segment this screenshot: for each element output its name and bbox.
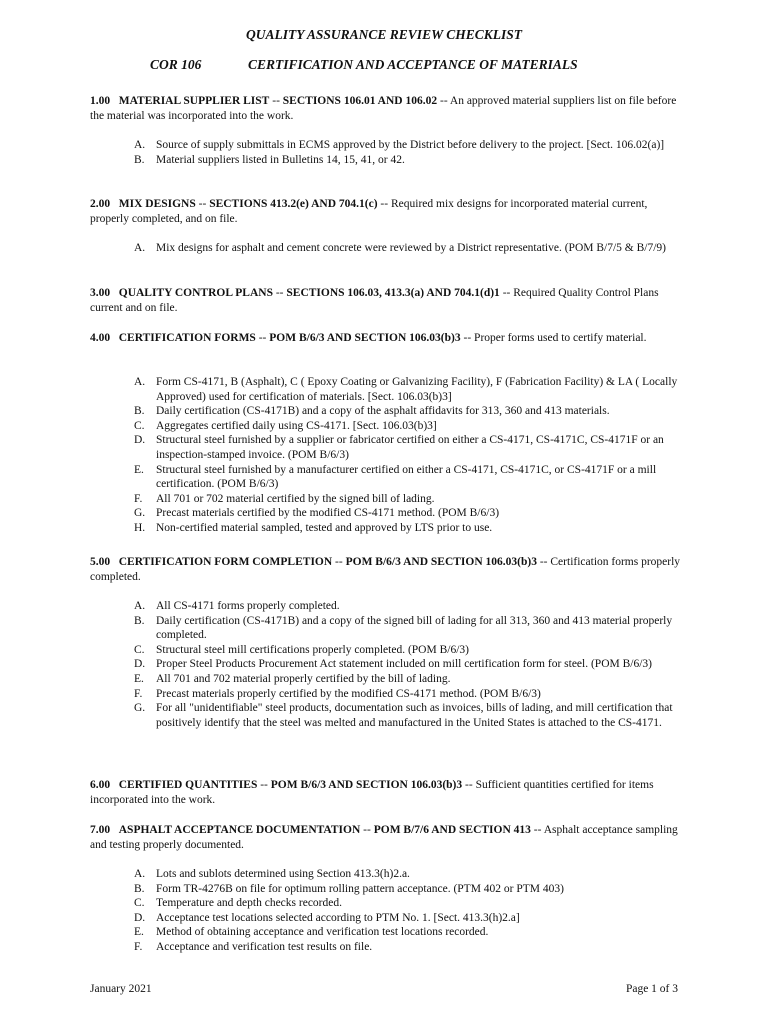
list-item: F. Acceptance and verification test results on file.	[134, 940, 373, 953]
list-item: A. Lots and sublots determined using Section 413.3(h)2.a.	[134, 868, 410, 880]
page-title: QUALITY ASSURANCE REVIEW CHECKLIST	[246, 27, 522, 42]
section-number: 4.00	[90, 332, 111, 344]
list-item: A. All CS-4171 forms properly completed.	[134, 600, 340, 612]
list-item: E. All 701 and 702 material properly certified by the bill of lading.	[134, 672, 451, 685]
section-reference: POM B/6/3 AND SECTION 106.03(b)3	[345, 556, 537, 568]
section-title: CERTIFICATION FORM COMPLETION	[118, 556, 333, 568]
item-list	[134, 599, 682, 730]
section-heading: 3.00 QUALITY CONTROL PLANS -- SECTIONS 106.03, 413.3(a) AND 704.1(d)1 -- Required Quality Control Plans current and on file.	[90, 287, 659, 314]
list-item: A. Form CS-4171, B (Asphalt), C ( Epoxy Coating or Galvanizing Facility), F (Fabrication Facility) & LA ( Locally Approved) used for certification of materials. [Sect. 106.03(b)3]	[134, 376, 678, 403]
section-description: Required Quality Control Plans current and on file.	[90, 287, 659, 314]
list-item: B. Daily certification (CS-4171B) and a copy of the asphalt affidavits for 313, 360 and 413 materials.	[134, 405, 610, 418]
section-description: Sufficient quantities certified for items incorporated into the work.	[90, 779, 654, 806]
section-reference: SECTIONS 106.03, 413.3(a) AND 704.1(d)1	[286, 287, 500, 299]
footer-date: January 2021	[90, 983, 152, 995]
section-number: 2.00	[90, 198, 111, 210]
section-number: 3.00	[90, 287, 111, 299]
section-5	[90, 555, 682, 729]
list-item: B. Daily certification (CS-4171B) and a copy of the signed bill of lading for all 313, 360 and 413 material properly completed.	[134, 614, 673, 642]
section-description: Asphalt acceptance sampling and testing properly documented.	[90, 824, 678, 851]
section-heading: 7.00 ASPHALT ACCEPTANCE DOCUMENTATION -- POM B/7/6 AND SECTION 413 -- Asphalt acceptance sampling and testing properly documented.	[90, 824, 678, 851]
section-reference: POM B/7/6 AND SECTION 413	[373, 824, 531, 836]
section-number: 5.00	[90, 556, 111, 568]
section-reference: SECTIONS 413.2(e) AND 704.1(c)	[209, 198, 378, 210]
section-7	[90, 823, 682, 953]
list-item: G. Precast materials certified by the modified CS-4171 method. (POM B/6/3)	[134, 507, 500, 520]
list-item: B. Form TR-4276B on file for optimum rolling pattern acceptance. (PTM 402 or PTM 403)	[134, 882, 564, 895]
item-list	[134, 867, 682, 955]
section-4	[90, 331, 682, 534]
list-item: F. Precast materials properly certified by the modified CS-4171 method. (POM B/6/3)	[134, 687, 541, 700]
list-item: C. Temperature and depth checks recorded.	[134, 897, 342, 910]
list-item: H. Non-certified material sampled, tested and approved by LTS prior to use.	[134, 521, 493, 534]
section-2	[90, 197, 682, 254]
item-list	[134, 375, 682, 536]
section-description: Certification forms properly completed.	[90, 556, 681, 583]
list-item: E. Structural steel furnished by a manufacturer certified on either a CS-4171, CS-4171C, or CS-4171F or a mill certification. (POM B/6/3)	[134, 463, 657, 491]
list-item: A. Mix designs for asphalt and cement concrete were reviewed by a District representative. (POM B/7/5 & B/7/9)	[134, 242, 667, 254]
list-item: D. Structural steel furnished by a supplier or fabricator certified on either a CS-4171, CS-4171C, CS-4171F or an inspection-stamped invoice. (POM B/6/3)	[134, 434, 664, 461]
section-description: Required mix designs for incorporated material current, properly completed, and on file.	[90, 198, 648, 225]
section-heading: 5.00 CERTIFICATION FORM COMPLETION -- POM B/6/3 AND SECTION 106.03(b)3 -- Certification forms properly completed.	[90, 556, 681, 583]
section-1	[90, 94, 682, 166]
section-heading: 2.00 MIX DESIGNS -- SECTIONS 413.2(e) AND 704.1(c) -- Required mix designs for incorporated material current, properly completed, and on file.	[90, 198, 648, 225]
list-item: C. Structural steel mill certifications properly completed. (POM B/6/3)	[134, 643, 469, 656]
list-item: B. Material suppliers listed in Bulletins 14, 15, 41, or 42.	[134, 153, 405, 166]
list-item: C. Aggregates certified daily using CS-4171. [Sect. 106.03(b)3]	[134, 419, 437, 432]
section-6	[90, 778, 682, 807]
section-number: 7.00	[90, 824, 111, 836]
section-reference: POM B/6/3 AND SECTION 106.03(b)3	[270, 779, 463, 791]
list-item: F. All 701 or 702 material certified by the signed bill of lading.	[134, 492, 435, 505]
checklist-code: COR 106	[150, 57, 202, 72]
section-title: ASPHALT ACCEPTANCE DOCUMENTATION	[118, 824, 361, 836]
checklist-subtitle: CERTIFICATION AND ACCEPTANCE OF MATERIALS	[248, 57, 578, 72]
item-list	[134, 241, 682, 256]
list-item: G. For all "unidentifiable" steel products, documentation such as invoices, bills of lading, and mill certification that positively identify that the steel was melted and manufactured in the United States is attached to the CS-4171.	[134, 702, 673, 729]
list-item: E. Method of obtaining acceptance and verification test locations recorded.	[134, 926, 489, 939]
section-3	[90, 286, 682, 315]
section-number: 6.00	[90, 779, 111, 791]
footer-page-number: Page 1 of 3	[625, 983, 678, 995]
list-item: D. Proper Steel Products Procurement Act statement included on mill certification form for steel. (POM B/6/3)	[134, 658, 652, 671]
section-description: An approved material suppliers list on file before the material was incorporated into the work.	[90, 95, 677, 122]
section-title: MATERIAL SUPPLIER LIST	[118, 95, 270, 107]
section-title: CERTIFICATION FORMS	[118, 332, 256, 344]
section-title: MIX DESIGNS	[118, 198, 196, 210]
section-reference: POM B/6/3 AND SECTION 106.03(b)3	[269, 332, 461, 344]
item-list	[134, 138, 682, 167]
section-title: CERTIFIED QUANTITIES	[118, 779, 258, 791]
list-item: A. Source of supply submittals in ECMS approved by the District before delivery to the project. [Sect. 106.02(a)]	[134, 139, 665, 151]
section-reference: SECTIONS 106.01 AND 106.02	[282, 95, 438, 107]
list-item: D. Acceptance test locations selected according to PTM No. 1. [Sect. 413.3(h)2.a]	[134, 911, 520, 924]
section-heading: 1.00 MATERIAL SUPPLIER LIST -- SECTIONS 106.01 AND 106.02 -- An approved material suppliers list on file before the material was incorporated into the work.	[90, 95, 677, 122]
section-heading: 4.00 CERTIFICATION FORMS -- POM B/6/3 AND SECTION 106.03(b)3 -- Proper forms used to certify material.	[90, 332, 647, 344]
section-description: Proper forms used to certify material.	[474, 332, 647, 344]
section-heading: 6.00 CERTIFIED QUANTITIES -- POM B/6/3 AND SECTION 106.03(b)3 -- Sufficient quantities certified for items incorporated into the work.	[90, 779, 654, 806]
section-number: 1.00	[90, 95, 111, 107]
section-title: QUALITY CONTROL PLANS	[118, 287, 273, 299]
